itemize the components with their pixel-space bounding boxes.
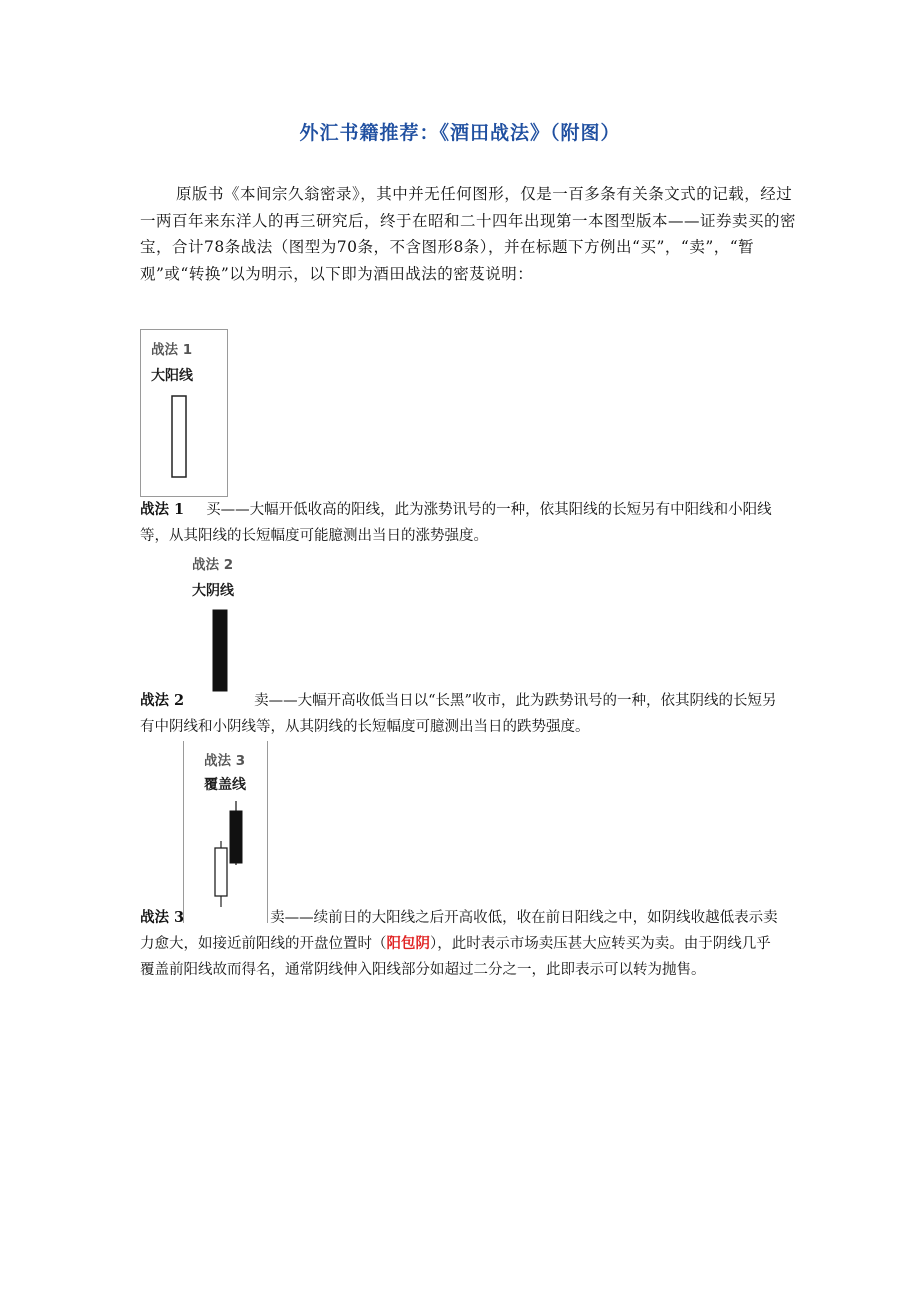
yin-candle-body xyxy=(230,811,242,863)
method-2-paragraph xyxy=(140,688,785,740)
figure-2-candle xyxy=(184,545,254,695)
figure-3-candles xyxy=(184,741,269,923)
method-2-text: 卖——大幅开高收低当日以“长黑”收市，此为跌势讯号的一种，依其阴线的长短另有中阴线和小阴线等，从其阴线的长短幅度可臆测出当日的跌势强度。 xyxy=(140,693,777,735)
method-3-paragraph xyxy=(140,905,785,983)
figure-1-candle xyxy=(141,330,229,498)
figure-1-big-yang-line xyxy=(140,329,228,497)
figure-3-name: 覆盖线 xyxy=(204,777,246,793)
figure-2-big-yin-line xyxy=(184,545,254,695)
document-title: 外汇书籍推荐：《酒田战法》（附图） xyxy=(299,122,621,144)
intro-text: 原版书《本间宗久翁密录》，其中并无任何图形，仅是一百多条有关条文式的记载，经过一两百年来东洋人的再三研究后，终于在昭和二十四年出现第一本图型版本——证券卖买的密宝，合计78条战法（图型为70条，不含图形8条），并在标题下方例出“买”，“卖”，“暂观”或“转换”以为明示，以下即为酒田战法的密芨说明： xyxy=(140,185,797,283)
method-3-label: 战法 3 xyxy=(140,909,185,926)
method-3-text-after: ），此时表示市场卖压甚大应转买为卖。由于阴线几乎覆盖前阳线故而得名，通常阴线伸入阳线部分如超过二分之一，此即表示可以转为抛售。 xyxy=(140,936,771,978)
method-1-label: 战法 1 xyxy=(140,501,185,518)
method-3-text-before: 卖——续前日的大阳线之后开高收低，收在前日阳线之中，如阴线收越低表示卖力愈大，如接近前阳线的开盘位置时（ xyxy=(140,910,778,952)
yin-candle-body xyxy=(213,610,227,691)
figure-1-name: 大阳线 xyxy=(151,368,193,384)
method-3-highlight: 阳包阴 xyxy=(386,935,430,952)
method-2-label: 战法 2 xyxy=(140,692,185,709)
method-1-text: 买——大幅开低收高的阳线，此为涨势讯号的一种，依其阳线的长短另有中阳线和小阳线等，从其阳线的长短幅度可能臆测出当日的涨势强度。 xyxy=(140,502,772,544)
figure-2-title: 战法 2 xyxy=(192,557,234,573)
figure-1-title: 战法 1 xyxy=(151,342,193,358)
method-1-paragraph xyxy=(140,497,785,549)
figure-3-title: 战法 3 xyxy=(204,753,246,769)
yang-candle-body xyxy=(172,396,186,477)
figure-3-covering-line xyxy=(183,741,268,923)
yang-candle-body xyxy=(215,848,227,896)
figure-2-name: 大阴线 xyxy=(192,583,234,599)
intro-paragraph xyxy=(140,181,800,287)
